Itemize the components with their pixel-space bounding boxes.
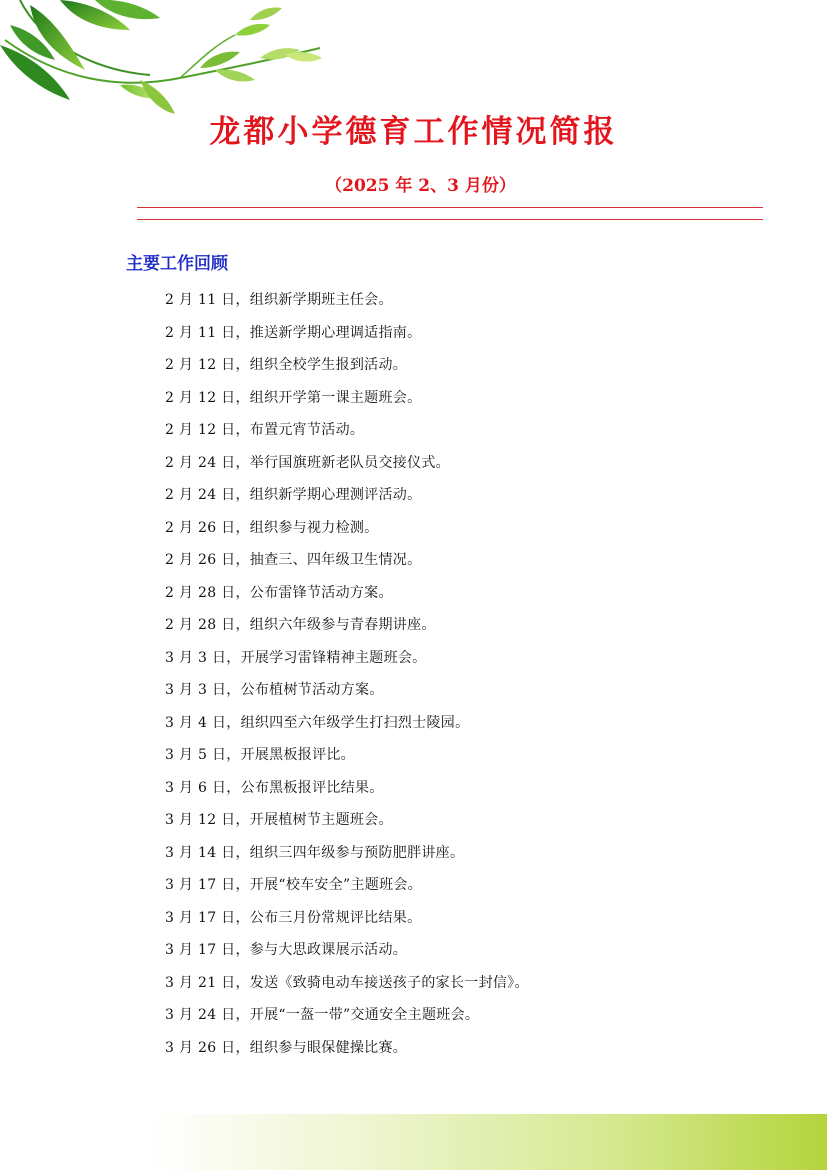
- list-item: 2 月 28 日，公布雷锋节活动方案。: [165, 584, 393, 601]
- list-item: 2 月 12 日，布置元宵节活动。: [165, 422, 365, 438]
- list-item: 2 月 24 日，组织新学期心理测评活动。: [165, 487, 422, 503]
- leaf-vine-decoration: [0, 0, 330, 130]
- list-item: 2 月 12 日，组织全校学生报到活动。: [165, 357, 408, 373]
- section-heading: 主要工作回顾: [126, 254, 228, 274]
- list-item: 3 月 26 日，组织参与眼保健操比赛。: [165, 1039, 408, 1056]
- list-item: 2 月 26 日，抽查三、四年级卫生情况。: [165, 552, 422, 568]
- list-item: 3 月 4 日，组织四至六年级学生打扫烈士陵园。: [165, 714, 470, 731]
- list-item: 3 月 3 日，公布植树节活动方案。: [165, 682, 384, 698]
- list-item: 3 月 17 日，公布三月份常规评比结果。: [165, 909, 422, 926]
- title-divider-bottom: [137, 219, 763, 220]
- footer-gradient-band: [0, 1114, 827, 1170]
- list-item: 2 月 24 日，举行国旗班新老队员交接仪式。: [165, 454, 450, 471]
- list-item: 3 月 3 日，开展学习雷锋精神主题班会。: [165, 649, 427, 666]
- list-item: 2 月 11 日，推送新学期心理调适指南。: [165, 324, 422, 341]
- list-item: 2 月 26 日，组织参与视力检测。: [165, 519, 379, 536]
- title-divider-top: [137, 207, 763, 208]
- list-item: 2 月 28 日，组织六年级参与青春期讲座。: [165, 617, 436, 633]
- list-item: 3 月 6 日，公布黑板报评比结果。: [165, 779, 384, 796]
- list-item: 3 月 17 日，参与大思政课展示活动。: [165, 942, 408, 958]
- list-item: 3 月 21 日，发送《致骑电动车接送孩子的家长一封信》。: [165, 974, 529, 991]
- page-subtitle: （2025 年 2、3 月份）: [325, 176, 516, 196]
- list-item: 3 月 14 日，组织三四年级参与预防肥胖讲座。: [165, 844, 465, 861]
- list-item: 2 月 12 日，组织开学第一课主题班会。: [165, 389, 422, 406]
- list-item: 2 月 11 日，组织新学期班主任会。: [165, 292, 393, 308]
- page-title: 龙都小学德育工作情况简报: [209, 114, 618, 150]
- list-item: 3 月 17 日，开展“校车安全”主题班会。: [165, 877, 422, 893]
- list-item: 3 月 24 日，开展“一盔一带”交通安全主题班会。: [165, 1007, 480, 1023]
- list-item: 3 月 5 日，开展黑板报评比。: [165, 747, 355, 763]
- list-item: 3 月 12 日，开展植树节主题班会。: [165, 812, 393, 828]
- work-item-list: [165, 288, 529, 1068]
